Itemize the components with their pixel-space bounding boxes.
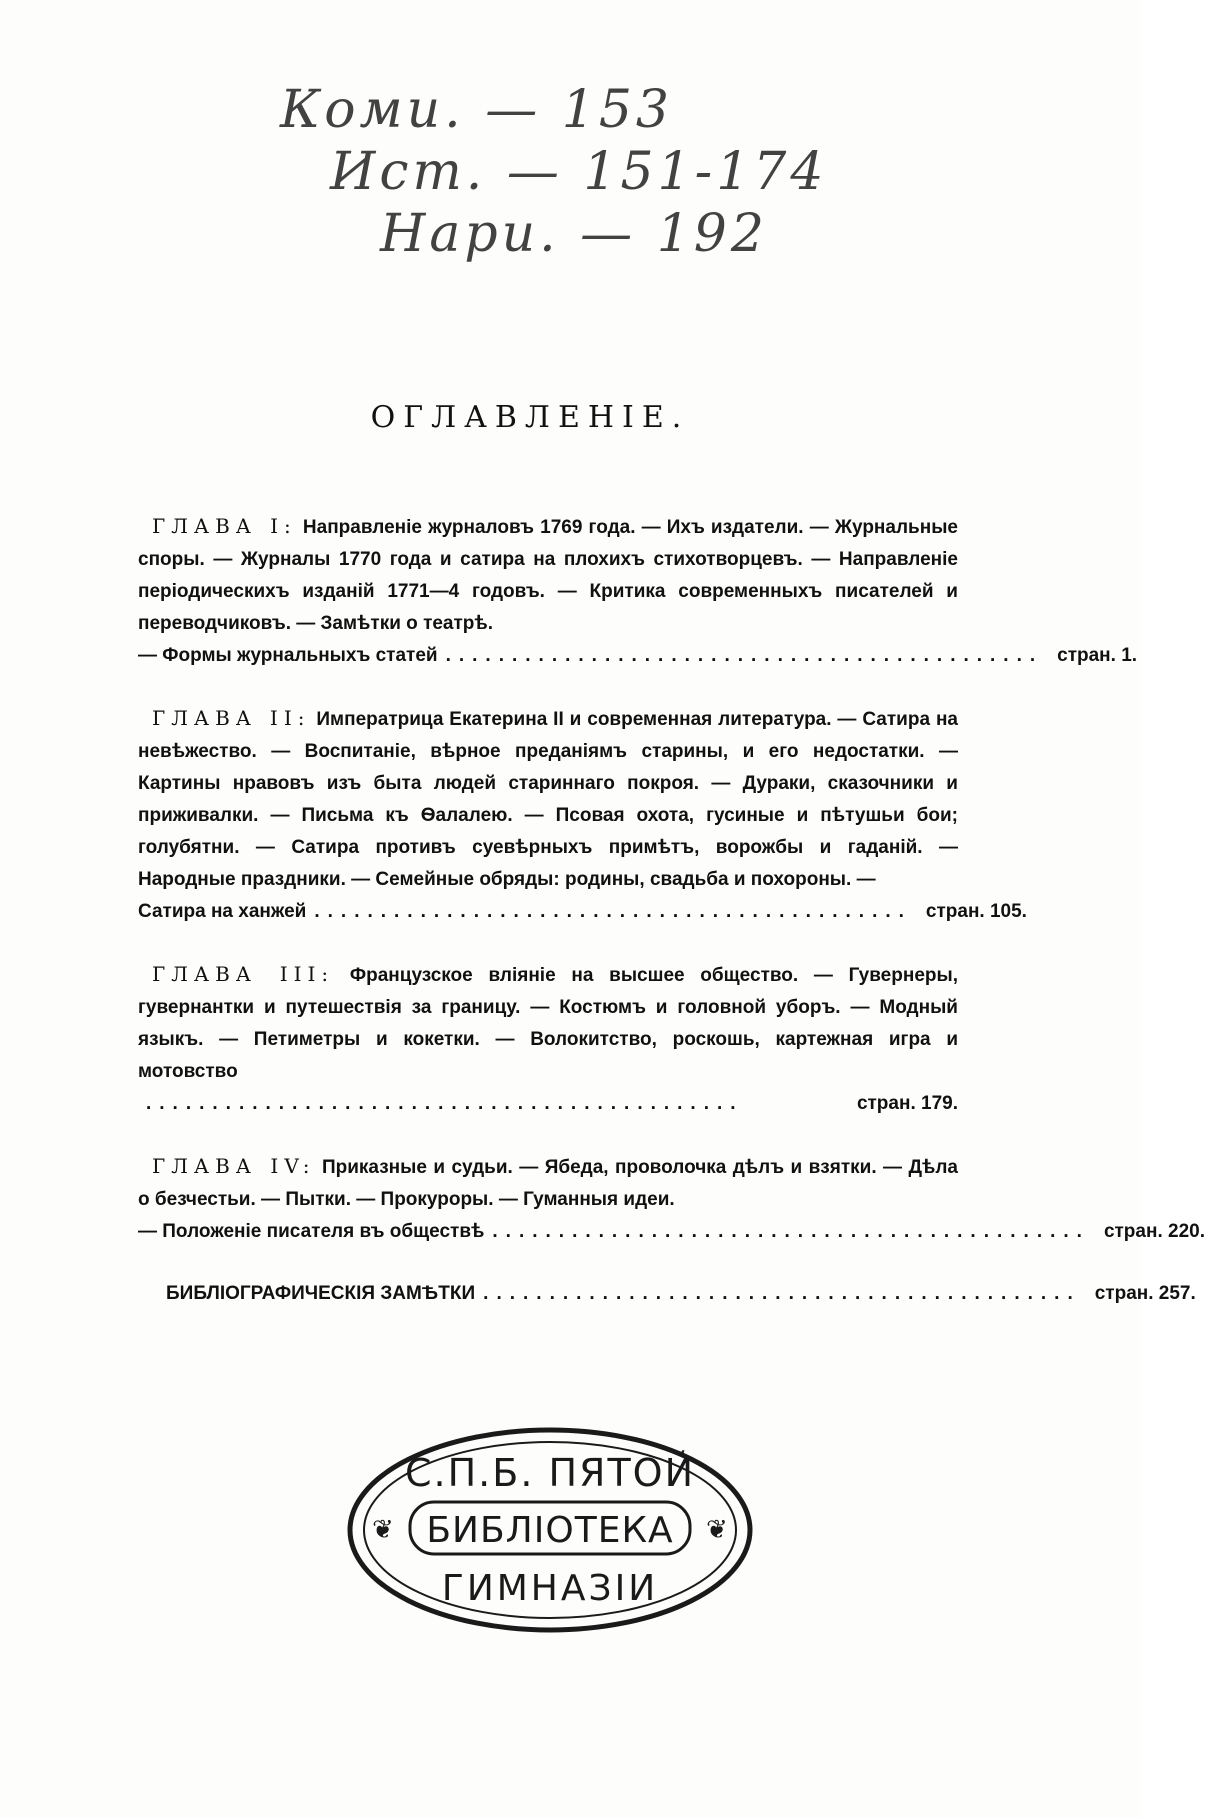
stamp-right-ornament: ❦ — [706, 1515, 728, 1545]
handwritten-line-1: Коми. — 153 — [280, 80, 673, 140]
chapter-2-entry — [138, 702, 1027, 928]
chapter-3-body: Французское вліяніе на высшее общество. — Гувернеры, гувернантки и путешествія за границу. — Костюмъ и головной уборъ. — Модный языкъ. — Петиметры и кокетки. — Волокитство, роскошь, картежная игра и мотовство — [138, 965, 959, 1082]
chapter-4-page: стран. 220. — [1103, 1221, 1205, 1242]
dot-leader: ............................................. — [314, 901, 912, 922]
handwritten-notes — [270, 80, 828, 300]
chapter-1-leader-line — [138, 640, 1138, 672]
dot-leader: ............................................. — [146, 1093, 744, 1114]
chapter-4-last: — Положеніе писателя въ обществѣ — [138, 1221, 485, 1242]
bibliography-entry — [138, 1278, 1196, 1310]
page-title: ОГЛАВЛЕНІЕ. — [370, 400, 690, 435]
chapter-4-entry — [138, 1150, 1205, 1248]
chapter-1-body: Направленіе журналовъ 1769 года. — Ихъ издатели. — Журнальные споры. — Журналы 1770 года и сатира на плохихъ стихотворцевъ. — Направленіе періодическихъ изданій 1771—4 годовъ. — Критика современныхъ писателей и переводчиковъ. — Замѣтки о театрѣ. — [138, 517, 958, 634]
chapter-4-heading: ГЛАВА IV: — [152, 1154, 316, 1178]
stamp-left-ornament: ❦ — [372, 1515, 394, 1545]
stamp-graphic — [340, 1420, 760, 1640]
handwritten-line-3: Нари. — 192 — [380, 204, 768, 264]
chapter-3-heading: ГЛАВА III: — [152, 962, 335, 986]
bibliography-label: БИБЛІОГРАФИЧЕСКІЯ ЗАМѢТКИ — [166, 1283, 476, 1304]
bibliography-page: стран. 257. — [1094, 1283, 1196, 1304]
chapter-3-leader-line — [138, 1088, 958, 1120]
chapter-2-leader-line — [138, 896, 1027, 928]
chapter-2-heading: ГЛАВА II: — [152, 706, 311, 730]
chapter-3-entry — [138, 958, 958, 1120]
dot-leader: ............................................. — [492, 1221, 1090, 1242]
library-stamp — [340, 1420, 760, 1640]
stamp-bottom-text: ГИМНАЗІИ — [441, 1568, 659, 1609]
handwritten-line-2: Ист. — 151-174 — [330, 142, 828, 202]
dot-leader: ............................................. — [483, 1283, 1081, 1304]
chapter-1-heading: ГЛАВА I: — [152, 514, 297, 538]
chapter-4-body: Приказные и судьи. — Ябеда, проволочка дѣлъ и взятки. — Дѣла о безчестьи. — Пытки. — Прокуроры. — Гуманныя идеи. — [138, 1157, 958, 1210]
chapter-1-last: — Формы журнальныхъ статей — [138, 645, 438, 666]
chapter-1-page: стран. 1. — [1057, 645, 1138, 666]
chapter-2-body: Императрица Екатерина II и современная литература. — Сатира на невѣжество. — Воспитаніе, вѣрное преданіямъ старины, и его недостатки. — Картины нравовъ изъ быта людей стариннаго покроя. — Дураки, сказочники и приживалки. — Письма къ Ѳалалею. — Псовая охота, гусиные и пѣтушьи бои; голубятни. — Сатира противъ суевѣрныхъ примѣтъ, ворожбы и гаданій. — Народные праздники. — Семейные обряды: родины, свадьба и похороны. — — [138, 709, 958, 890]
chapter-4-leader-line — [138, 1216, 1205, 1248]
chapter-2-page: стран. 105. — [925, 901, 1027, 922]
stamp-top-text: С.П.Б. ПЯТОЙ — [404, 1451, 696, 1495]
stamp-middle-text: БИБЛІОТЕКА — [426, 1510, 674, 1551]
chapter-2-last: Сатира на ханжей — [138, 901, 307, 922]
chapter-1-entry — [138, 510, 1138, 672]
dot-leader: ............................................. — [445, 645, 1044, 666]
table-of-contents — [138, 510, 1205, 1310]
chapter-3-page: стран. 179. — [856, 1093, 958, 1114]
